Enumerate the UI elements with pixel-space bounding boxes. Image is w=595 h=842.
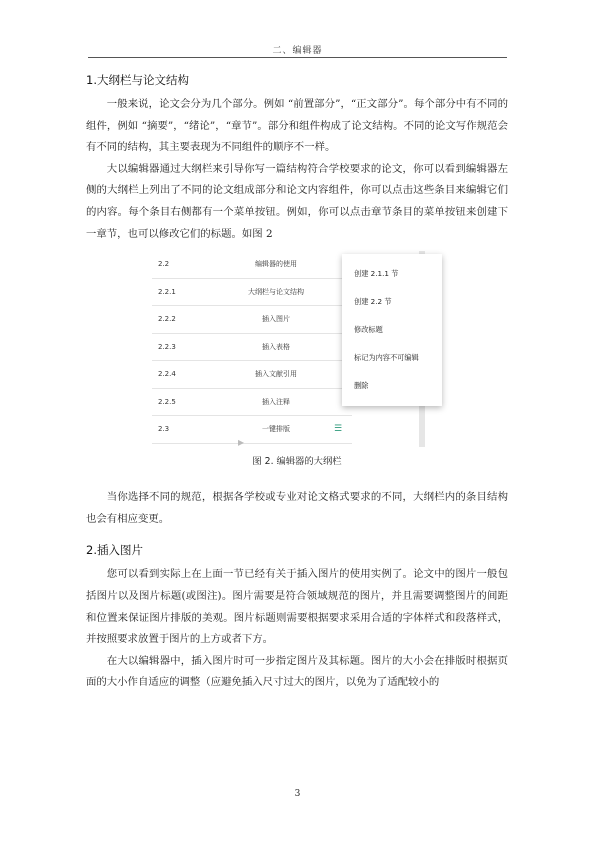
outline-row-number: 2.2: [158, 260, 170, 269]
paragraph: 在大以编辑器中，插入图片时可一步指定图片及其标题。图片的大小会在排版时根据页面的大小作自适应的调整（应避免插入尺寸过大的图片，以免为了适配较小的: [86, 654, 508, 689]
outline-panel: [152, 251, 352, 444]
menu-item-create-subsection[interactable]: 创建 2.1.1 节: [354, 269, 399, 279]
outline-row[interactable]: [152, 389, 352, 417]
header-rule: [88, 57, 507, 58]
menu-item-delete[interactable]: 删除: [354, 381, 369, 391]
context-menu: [342, 254, 442, 406]
paragraph: 您可以看到实际上在上面一节已经有关于插入图片的使用实例了。论文中的图片一般包括图片以及图片标题(或图注)。图片需要是符合领域规范的图片，并且需要调整图片的间距和位置来保证图片排版的美观。图片标题则需要根据要求采用合适的字体样式和段落样式，并按照要求放置于图片的上方或者下方。: [86, 568, 508, 646]
section-heading-outline: 1.大纲栏与论文结构: [86, 73, 189, 87]
outline-row-number: 2.3: [158, 425, 170, 434]
outline-row-number: 2.2.3: [158, 342, 176, 351]
outline-row-title: 一键排版: [262, 425, 290, 434]
outline-row-number: 2.2.1: [158, 287, 176, 296]
outline-row[interactable]: [152, 306, 352, 334]
paragraph: 大以编辑器通过大纲栏来引导你写一篇结构符合学校要求的论文，你可以看到编辑器左侧的大纲栏上列出了不同的论文组成部分和论文内容组件，你可以点击这些条目来编辑它们的内容。每个条目右侧都有一个菜单按钮。例如，你可以点击章节条目的菜单按钮来创建下一章节，也可以修改它们的标题。如图 2: [86, 162, 508, 240]
outline-row[interactable]: [152, 279, 352, 307]
outline-row-title: 插入表格: [262, 342, 290, 351]
outline-row-number: 2.2.5: [158, 397, 176, 406]
outline-row[interactable]: [152, 334, 352, 362]
outline-row-title: 插入文献引用: [255, 370, 297, 379]
page-content: [86, 72, 508, 694]
paragraph: 一般来说，论文会分为几个部分。例如 “前置部分”，“正文部分”。每个部分中有不同的组件，例如 “摘要”，“绪论”，“章节”。部分和组件构成了论文结构。不同的论文写作规范会有不同的结构，其主要表现为不同组件的顺序不一样。: [86, 98, 508, 154]
menu-item-rename[interactable]: 修改标题: [354, 325, 383, 335]
outline-row-number: 2.2.4: [158, 370, 176, 379]
outline-row[interactable]: [152, 251, 352, 279]
section-heading-insert-image: 2.插入图片: [86, 543, 143, 558]
outline-row-title: 插入图片: [262, 315, 290, 324]
paragraph: 当你选择不同的规范，根据各学校或专业对论文格式要求的不同，大纲栏内的条目结构也会有相应变更。: [86, 491, 508, 525]
menu-item-create-section[interactable]: 创建 2.2 节: [354, 297, 392, 307]
outline-row[interactable]: [152, 361, 352, 389]
list-icon[interactable]: ☰: [334, 424, 343, 435]
outline-row-number: 2.2.2: [158, 315, 176, 324]
outline-row-title: 插入注释: [262, 397, 290, 406]
page-number: 3: [294, 789, 301, 799]
outline-row-title: 编辑器的使用: [255, 260, 297, 269]
outline-row-title: 大纲栏与论文结构: [248, 287, 304, 296]
menu-item-lock-content[interactable]: 标记为内容不可编辑: [354, 353, 419, 363]
running-header: 二、编辑器: [272, 46, 323, 56]
figure-caption: 图 2. 编辑器的大纲栏: [252, 456, 342, 468]
outline-row[interactable]: [152, 416, 352, 444]
expand-arrow-icon: ▸: [238, 435, 245, 450]
outline-figure: [152, 251, 442, 451]
